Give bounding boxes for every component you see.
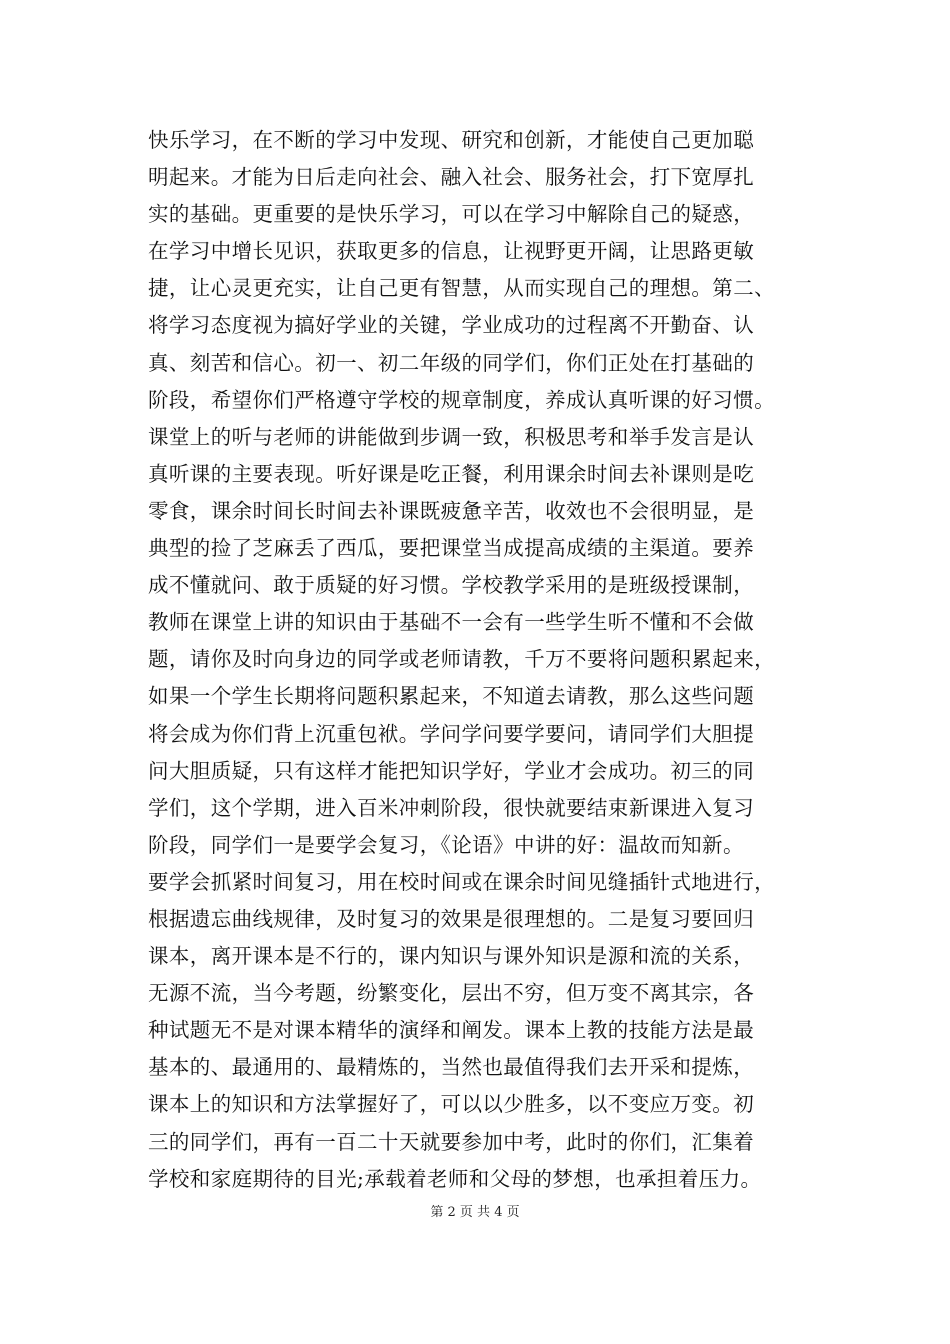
text-line: 典型的捡了芝麻丢了西瓜，要把课堂当成提高成绩的主渠道。要养: [148, 536, 755, 561]
text-line: 根据遗忘曲线规律，及时复习的效果是很理想的。二是复习要回归: [148, 906, 755, 931]
text-line: 问大胆质疑，只有这样才能把知识学好，学业才会成功。初三的同: [148, 758, 755, 783]
text-line: 明起来。才能为日后走向社会、融入社会、服务社会，打下宽厚扎: [148, 165, 755, 190]
text-line: 要学会抓紧时间复习，用在校时间或在课余时间见缝插针式地进行，: [148, 869, 775, 894]
text-line: 捷，让心灵更充实，让自己更有智慧，从而实现自己的理想。第二、: [148, 276, 775, 301]
text-line: 在学习中增长见识，获取更多的信息，让视野更开阔，让思路更敏: [148, 239, 755, 264]
text-line: 成不懂就问、敢于质疑的好习惯。学校教学采用的是班级授课制，: [148, 573, 755, 598]
text-line: 将会成为你们背上沉重包袱。学问学问要学要问，请同学们大胆提: [148, 721, 755, 746]
text-line: 零食，课余时间长时间去补课既疲惫辛苦，收效也不会很明显，是: [148, 498, 755, 523]
text-line: 快乐学习，在不断的学习中发现、研究和创新，才能使自己更加聪: [148, 128, 755, 152]
text-line: 课本上的知识和方法掌握好了，可以以少胜多，以不变应万变。初: [148, 1092, 755, 1117]
text-line: 课堂上的听与老师的讲能做到步调一致，积极思考和举手发言是认: [148, 424, 755, 449]
text-line: 阶段，同学们一是要学会复习，《论语》中讲的好：温故而知新。: [148, 832, 744, 857]
text-line: 如果一个学生长期将问题积累起来，不知道去请教，那么这些问题: [148, 684, 755, 709]
text-line: 学们，这个学期，进入百米冲刺阶段，很快就要结束新课进入复习: [148, 795, 755, 820]
body-text: [148, 122, 828, 1198]
text-line: 基本的、最通用的、最精炼的，当然也最值得我们去开采和提炼，: [148, 1055, 755, 1080]
text-line: 无源不流，当今考题，纷繁变化，层出不穷，但万变不离其宗，各: [148, 981, 755, 1006]
text-line: 三的同学们，再有一百二十天就要参加中考，此时的你们，汇集着: [148, 1129, 755, 1154]
text-line: 学校和家庭期待的目光;承载着老师和父母的梦想，也承担着压力。: [148, 1166, 762, 1191]
text-line: 种试题无不是对课本精华的演绎和阐发。课本上教的技能方法是最: [148, 1018, 755, 1043]
text-line: 课本，离开课本是不行的，课内知识与课外知识是源和流的关系，: [148, 944, 755, 969]
text-line: 阶段，希望你们严格遵守学校的规章制度，养成认真听课的好习惯。: [148, 387, 775, 412]
text-line: 真听课的主要表现。听好课是吃正餐，利用课余时间去补课则是吃: [148, 461, 755, 486]
text-line: 真、刻苦和信心。初一、初二年级的同学们，你们正处在打基础的: [148, 350, 755, 375]
page-footer: 第 2 页 共 4 页: [430, 1205, 520, 1220]
text-line: 题，请你及时向身边的同学或老师请教，千万不要将问题积累起来，: [148, 647, 775, 672]
text-line: 将学习态度视为搞好学业的关键，学业成功的过程离不开勤奋、认: [148, 313, 755, 338]
text-line: 教师在课堂上讲的知识由于基础不一会有一些学生听不懂和不会做: [148, 610, 755, 635]
text-line: 实的基础。更重要的是快乐学习，可以在学习中解除自己的疑惑，: [148, 202, 755, 227]
